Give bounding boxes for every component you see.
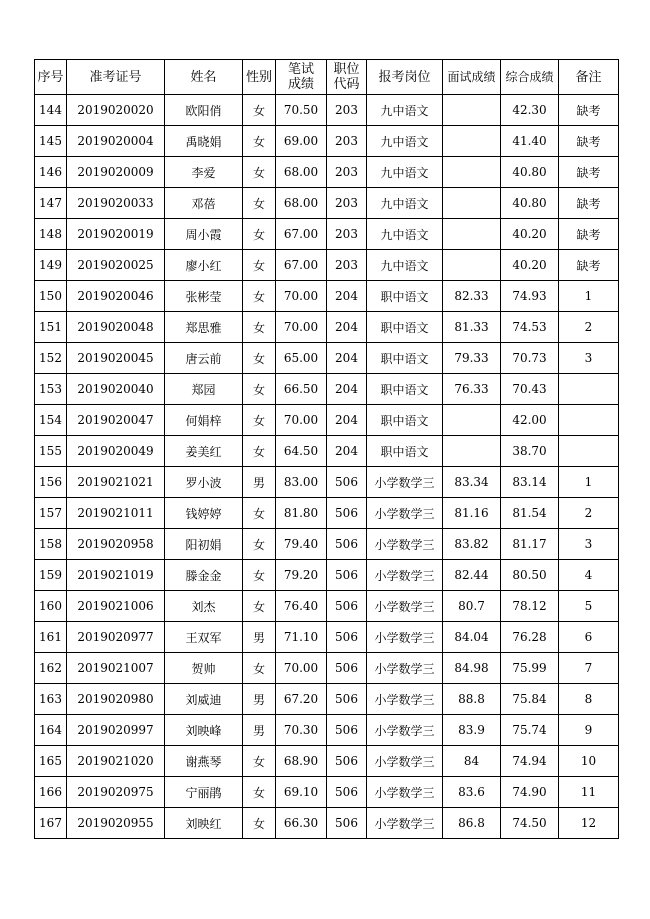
cell-exam-id: 2019020025 xyxy=(67,250,165,281)
score-table xyxy=(34,59,619,839)
cell-position: 小学数学三 xyxy=(367,529,443,560)
table-body xyxy=(35,95,619,839)
cell-name: 禹晓娟 xyxy=(165,126,243,157)
cell-written-score: 70.30 xyxy=(276,715,327,746)
cell-gender: 女 xyxy=(243,777,276,808)
cell-name: 邓蓓 xyxy=(165,188,243,219)
cell-remark xyxy=(559,405,619,436)
cell-position: 九中语文 xyxy=(367,126,443,157)
cell-interview-score: 81.16 xyxy=(443,498,501,529)
cell-position: 职中语文 xyxy=(367,281,443,312)
cell-written-score: 66.30 xyxy=(276,808,327,839)
cell-position: 九中语文 xyxy=(367,188,443,219)
cell-name: 谢燕琴 xyxy=(165,746,243,777)
cell-written-score: 79.20 xyxy=(276,560,327,591)
cell-total-score: 75.99 xyxy=(501,653,559,684)
cell-total-score: 78.12 xyxy=(501,591,559,622)
cell-gender: 女 xyxy=(243,343,276,374)
cell-gender: 女 xyxy=(243,560,276,591)
cell-position-code: 203 xyxy=(327,95,367,126)
cell-seq: 152 xyxy=(35,343,67,374)
cell-exam-id: 2019020049 xyxy=(67,436,165,467)
cell-gender: 女 xyxy=(243,808,276,839)
cell-remark: 5 xyxy=(559,591,619,622)
cell-gender: 女 xyxy=(243,374,276,405)
cell-gender: 女 xyxy=(243,188,276,219)
table-row xyxy=(35,281,619,312)
cell-total-score: 75.74 xyxy=(501,715,559,746)
cell-total-score: 74.94 xyxy=(501,746,559,777)
cell-written-score: 66.50 xyxy=(276,374,327,405)
cell-name: 滕金金 xyxy=(165,560,243,591)
cell-total-score: 74.53 xyxy=(501,312,559,343)
cell-position: 职中语文 xyxy=(367,405,443,436)
cell-seq: 146 xyxy=(35,157,67,188)
cell-interview-score: 83.34 xyxy=(443,467,501,498)
cell-written-score: 81.80 xyxy=(276,498,327,529)
cell-written-score: 68.00 xyxy=(276,188,327,219)
header-remark: 备注 xyxy=(559,60,619,95)
cell-name: 刘威迪 xyxy=(165,684,243,715)
cell-interview-score: 83.82 xyxy=(443,529,501,560)
table-row xyxy=(35,653,619,684)
cell-seq: 160 xyxy=(35,591,67,622)
cell-written-score: 70.00 xyxy=(276,281,327,312)
cell-position: 小学数学三 xyxy=(367,622,443,653)
header-written-score: 笔试成绩 xyxy=(276,60,327,95)
cell-exam-id: 2019021019 xyxy=(67,560,165,591)
cell-position-code: 204 xyxy=(327,343,367,374)
cell-written-score: 76.40 xyxy=(276,591,327,622)
cell-position: 九中语文 xyxy=(367,219,443,250)
cell-gender: 女 xyxy=(243,498,276,529)
cell-position: 职中语文 xyxy=(367,374,443,405)
cell-remark: 12 xyxy=(559,808,619,839)
cell-exam-id: 2019020997 xyxy=(67,715,165,746)
table-row xyxy=(35,746,619,777)
cell-exam-id: 2019021007 xyxy=(67,653,165,684)
cell-seq: 161 xyxy=(35,622,67,653)
cell-gender: 男 xyxy=(243,467,276,498)
cell-interview-score: 79.33 xyxy=(443,343,501,374)
cell-written-score: 65.00 xyxy=(276,343,327,374)
cell-remark: 7 xyxy=(559,653,619,684)
table-row xyxy=(35,312,619,343)
cell-interview-score: 83.6 xyxy=(443,777,501,808)
cell-exam-id: 2019021011 xyxy=(67,498,165,529)
cell-interview-score xyxy=(443,405,501,436)
table-row xyxy=(35,405,619,436)
cell-position: 小学数学三 xyxy=(367,808,443,839)
cell-exam-id: 2019020955 xyxy=(67,808,165,839)
cell-written-score: 68.00 xyxy=(276,157,327,188)
cell-name: 张彬莹 xyxy=(165,281,243,312)
cell-position: 小学数学三 xyxy=(367,467,443,498)
cell-position-code: 506 xyxy=(327,529,367,560)
cell-name: 姜美红 xyxy=(165,436,243,467)
table-row xyxy=(35,219,619,250)
cell-name: 宁丽鹃 xyxy=(165,777,243,808)
table-row xyxy=(35,591,619,622)
cell-exam-id: 2019021006 xyxy=(67,591,165,622)
cell-name: 何娟梓 xyxy=(165,405,243,436)
cell-name: 王双军 xyxy=(165,622,243,653)
cell-remark: 缺考 xyxy=(559,157,619,188)
cell-name: 刘杰 xyxy=(165,591,243,622)
cell-exam-id: 2019020977 xyxy=(67,622,165,653)
cell-position-code: 203 xyxy=(327,188,367,219)
cell-interview-score: 88.8 xyxy=(443,684,501,715)
cell-seq: 147 xyxy=(35,188,67,219)
cell-name: 李爱 xyxy=(165,157,243,188)
cell-exam-id: 2019020040 xyxy=(67,374,165,405)
cell-position-code: 204 xyxy=(327,405,367,436)
cell-interview-score: 84.98 xyxy=(443,653,501,684)
cell-remark: 10 xyxy=(559,746,619,777)
cell-interview-score xyxy=(443,95,501,126)
table-row xyxy=(35,560,619,591)
cell-interview-score xyxy=(443,126,501,157)
cell-gender: 女 xyxy=(243,95,276,126)
cell-gender: 女 xyxy=(243,529,276,560)
cell-position: 小学数学三 xyxy=(367,715,443,746)
cell-remark xyxy=(559,436,619,467)
cell-total-score: 76.28 xyxy=(501,622,559,653)
cell-position-code: 204 xyxy=(327,281,367,312)
table-row xyxy=(35,622,619,653)
cell-seq: 164 xyxy=(35,715,67,746)
cell-position-code: 204 xyxy=(327,312,367,343)
cell-position-code: 506 xyxy=(327,622,367,653)
cell-interview-score: 86.8 xyxy=(443,808,501,839)
cell-name: 刘映红 xyxy=(165,808,243,839)
cell-seq: 150 xyxy=(35,281,67,312)
cell-exam-id: 2019020048 xyxy=(67,312,165,343)
cell-exam-id: 2019020004 xyxy=(67,126,165,157)
cell-total-score: 40.20 xyxy=(501,250,559,281)
cell-position: 小学数学三 xyxy=(367,777,443,808)
cell-name: 周小霞 xyxy=(165,219,243,250)
cell-position: 九中语文 xyxy=(367,250,443,281)
header-position: 报考岗位 xyxy=(367,60,443,95)
cell-total-score: 70.43 xyxy=(501,374,559,405)
cell-total-score: 38.70 xyxy=(501,436,559,467)
cell-exam-id: 2019020019 xyxy=(67,219,165,250)
cell-name: 郑思雅 xyxy=(165,312,243,343)
cell-exam-id: 2019020045 xyxy=(67,343,165,374)
table-row xyxy=(35,157,619,188)
cell-total-score: 70.73 xyxy=(501,343,559,374)
table-row xyxy=(35,808,619,839)
cell-name: 阳初娟 xyxy=(165,529,243,560)
cell-remark: 缺考 xyxy=(559,188,619,219)
cell-name: 罗小波 xyxy=(165,467,243,498)
table-row xyxy=(35,498,619,529)
table-row xyxy=(35,343,619,374)
cell-interview-score: 81.33 xyxy=(443,312,501,343)
cell-seq: 154 xyxy=(35,405,67,436)
cell-written-score: 67.00 xyxy=(276,219,327,250)
header-exam-id: 准考证号 xyxy=(67,60,165,95)
cell-gender: 女 xyxy=(243,591,276,622)
cell-position-code: 506 xyxy=(327,746,367,777)
cell-written-score: 67.20 xyxy=(276,684,327,715)
table-row xyxy=(35,95,619,126)
cell-gender: 女 xyxy=(243,653,276,684)
cell-position: 职中语文 xyxy=(367,343,443,374)
cell-position-code: 204 xyxy=(327,436,367,467)
cell-exam-id: 2019020009 xyxy=(67,157,165,188)
cell-exam-id: 2019021020 xyxy=(67,746,165,777)
cell-exam-id: 2019020046 xyxy=(67,281,165,312)
cell-written-score: 64.50 xyxy=(276,436,327,467)
cell-total-score: 74.50 xyxy=(501,808,559,839)
table-row xyxy=(35,250,619,281)
cell-total-score: 40.20 xyxy=(501,219,559,250)
cell-seq: 158 xyxy=(35,529,67,560)
cell-written-score: 70.00 xyxy=(276,405,327,436)
cell-gender: 女 xyxy=(243,281,276,312)
cell-seq: 162 xyxy=(35,653,67,684)
cell-position: 小学数学三 xyxy=(367,746,443,777)
cell-position-code: 506 xyxy=(327,591,367,622)
cell-gender: 女 xyxy=(243,405,276,436)
cell-seq: 155 xyxy=(35,436,67,467)
cell-gender: 女 xyxy=(243,436,276,467)
cell-total-score: 42.00 xyxy=(501,405,559,436)
cell-position-code: 506 xyxy=(327,715,367,746)
cell-written-score: 70.50 xyxy=(276,95,327,126)
cell-written-score: 68.90 xyxy=(276,746,327,777)
cell-interview-score xyxy=(443,188,501,219)
header-total-score: 综合成绩 xyxy=(501,60,559,95)
cell-remark: 6 xyxy=(559,622,619,653)
cell-gender: 女 xyxy=(243,126,276,157)
cell-position: 小学数学三 xyxy=(367,498,443,529)
cell-position-code: 506 xyxy=(327,467,367,498)
cell-seq: 148 xyxy=(35,219,67,250)
cell-interview-score: 84.04 xyxy=(443,622,501,653)
cell-name: 廖小红 xyxy=(165,250,243,281)
header-seq: 序号 xyxy=(35,60,67,95)
cell-gender: 女 xyxy=(243,746,276,777)
cell-written-score: 83.00 xyxy=(276,467,327,498)
cell-seq: 145 xyxy=(35,126,67,157)
table-row xyxy=(35,684,619,715)
cell-written-score: 70.00 xyxy=(276,312,327,343)
cell-seq: 165 xyxy=(35,746,67,777)
cell-position-code: 506 xyxy=(327,498,367,529)
cell-remark: 11 xyxy=(559,777,619,808)
cell-name: 唐云前 xyxy=(165,343,243,374)
cell-gender: 女 xyxy=(243,312,276,343)
table-row xyxy=(35,777,619,808)
header-position-code: 职位代码 xyxy=(327,60,367,95)
cell-remark: 缺考 xyxy=(559,95,619,126)
cell-position-code: 506 xyxy=(327,808,367,839)
cell-remark: 8 xyxy=(559,684,619,715)
cell-remark: 2 xyxy=(559,498,619,529)
cell-interview-score: 76.33 xyxy=(443,374,501,405)
cell-total-score: 74.93 xyxy=(501,281,559,312)
cell-position-code: 203 xyxy=(327,157,367,188)
header-gender: 性别 xyxy=(243,60,276,95)
cell-seq: 167 xyxy=(35,808,67,839)
cell-gender: 女 xyxy=(243,219,276,250)
cell-exam-id: 2019020033 xyxy=(67,188,165,219)
table-row xyxy=(35,715,619,746)
cell-interview-score: 82.44 xyxy=(443,560,501,591)
cell-exam-id: 2019020047 xyxy=(67,405,165,436)
cell-gender: 男 xyxy=(243,715,276,746)
cell-position-code: 203 xyxy=(327,250,367,281)
cell-remark: 4 xyxy=(559,560,619,591)
cell-remark: 1 xyxy=(559,467,619,498)
cell-remark: 1 xyxy=(559,281,619,312)
table-row xyxy=(35,467,619,498)
cell-position: 小学数学三 xyxy=(367,591,443,622)
header-name: 姓名 xyxy=(165,60,243,95)
cell-position: 小学数学三 xyxy=(367,684,443,715)
cell-seq: 151 xyxy=(35,312,67,343)
cell-remark: 3 xyxy=(559,529,619,560)
cell-remark: 缺考 xyxy=(559,126,619,157)
cell-written-score: 67.00 xyxy=(276,250,327,281)
cell-seq: 144 xyxy=(35,95,67,126)
cell-gender: 女 xyxy=(243,157,276,188)
cell-total-score: 81.54 xyxy=(501,498,559,529)
cell-total-score: 75.84 xyxy=(501,684,559,715)
cell-written-score: 69.00 xyxy=(276,126,327,157)
cell-interview-score xyxy=(443,157,501,188)
cell-written-score: 70.00 xyxy=(276,653,327,684)
cell-remark xyxy=(559,374,619,405)
cell-exam-id: 2019020980 xyxy=(67,684,165,715)
cell-interview-score: 84 xyxy=(443,746,501,777)
cell-total-score: 74.90 xyxy=(501,777,559,808)
cell-interview-score: 83.9 xyxy=(443,715,501,746)
cell-gender: 男 xyxy=(243,622,276,653)
cell-total-score: 41.40 xyxy=(501,126,559,157)
cell-gender: 女 xyxy=(243,250,276,281)
cell-seq: 163 xyxy=(35,684,67,715)
cell-total-score: 40.80 xyxy=(501,157,559,188)
cell-seq: 156 xyxy=(35,467,67,498)
cell-written-score: 71.10 xyxy=(276,622,327,653)
cell-remark: 缺考 xyxy=(559,250,619,281)
cell-interview-score xyxy=(443,250,501,281)
table-row xyxy=(35,126,619,157)
cell-total-score: 80.50 xyxy=(501,560,559,591)
cell-position: 小学数学三 xyxy=(367,653,443,684)
cell-seq: 166 xyxy=(35,777,67,808)
cell-total-score: 81.17 xyxy=(501,529,559,560)
cell-name: 钱婷婷 xyxy=(165,498,243,529)
cell-seq: 157 xyxy=(35,498,67,529)
cell-total-score: 40.80 xyxy=(501,188,559,219)
cell-total-score: 42.30 xyxy=(501,95,559,126)
cell-position: 小学数学三 xyxy=(367,560,443,591)
cell-remark: 2 xyxy=(559,312,619,343)
cell-total-score: 83.14 xyxy=(501,467,559,498)
cell-position: 职中语文 xyxy=(367,312,443,343)
cell-position: 九中语文 xyxy=(367,157,443,188)
cell-remark: 9 xyxy=(559,715,619,746)
cell-position-code: 203 xyxy=(327,126,367,157)
table-row xyxy=(35,436,619,467)
cell-position-code: 204 xyxy=(327,374,367,405)
table-row xyxy=(35,374,619,405)
cell-exam-id: 2019020958 xyxy=(67,529,165,560)
cell-remark: 3 xyxy=(559,343,619,374)
cell-interview-score: 82.33 xyxy=(443,281,501,312)
cell-position: 九中语文 xyxy=(367,95,443,126)
cell-position-code: 506 xyxy=(327,777,367,808)
cell-seq: 153 xyxy=(35,374,67,405)
cell-position: 职中语文 xyxy=(367,436,443,467)
header-row xyxy=(35,60,619,95)
cell-written-score: 69.10 xyxy=(276,777,327,808)
cell-name: 郑园 xyxy=(165,374,243,405)
cell-remark: 缺考 xyxy=(559,219,619,250)
cell-seq: 159 xyxy=(35,560,67,591)
cell-gender: 男 xyxy=(243,684,276,715)
cell-exam-id: 2019020975 xyxy=(67,777,165,808)
cell-interview-score xyxy=(443,219,501,250)
cell-position-code: 506 xyxy=(327,560,367,591)
cell-position-code: 506 xyxy=(327,653,367,684)
cell-exam-id: 2019021021 xyxy=(67,467,165,498)
cell-name: 贺帅 xyxy=(165,653,243,684)
cell-interview-score: 80.7 xyxy=(443,591,501,622)
cell-name: 刘映峰 xyxy=(165,715,243,746)
cell-name: 欧阳俏 xyxy=(165,95,243,126)
cell-exam-id: 2019020020 xyxy=(67,95,165,126)
cell-position-code: 506 xyxy=(327,684,367,715)
cell-position-code: 203 xyxy=(327,219,367,250)
cell-seq: 149 xyxy=(35,250,67,281)
table-row xyxy=(35,188,619,219)
cell-interview-score xyxy=(443,436,501,467)
table-row xyxy=(35,529,619,560)
header-interview-score: 面试成绩 xyxy=(443,60,501,95)
cell-written-score: 79.40 xyxy=(276,529,327,560)
